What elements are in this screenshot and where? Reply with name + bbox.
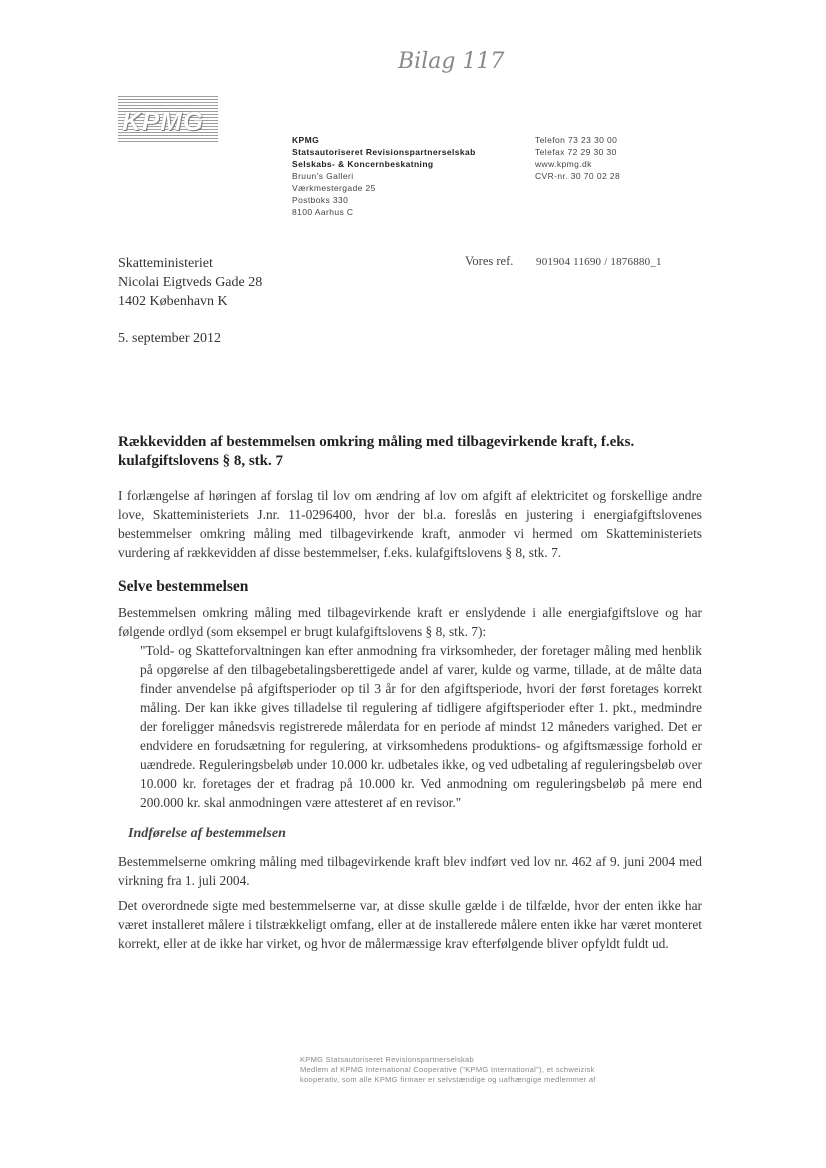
kpmg-logo-text: KPMG (122, 106, 204, 136)
section-paragraph: Bestemmelserne omkring måling med tilbagevirkende kraft blev indført ved lov nr. 462 af 9. juni 2004 med virkning fra 1. juli 2004. (118, 854, 702, 888)
section-paragraph: Det overordnede sigte med bestemmelserne var, at disse skulle gælde i de tilfælde, hvor der enten ikke har været installeret målere i tilstrækkeligt omfang, eller at de installerede målere enten ikke har været monteret korrekt, eller at de ikke har virket, og hvor de målermæssige krav efterfølgende bliver opfyldt fuldt ud. (118, 898, 702, 951)
reference-value: 901904 11690 / 1876880_1 (536, 256, 662, 268)
company-name: KPMG (292, 135, 320, 145)
subsection-heading: Indførelse af bestemmelsen (128, 826, 286, 841)
footer-line: Medlem af KPMG International Cooperative ("KPMG International"), et schweizisk (300, 1065, 595, 1074)
intro-paragraph: I forlængelse af høringen af forslag til lov om ændring af lov om afgift af elektricitet og forskellige andre love, Skatteministeriets J.nr. 11-0296400, hvor der bl.a. foreslås en justering i energiafgiftslovenes bestemmelser omkring måling med tilbagevirkende kraft, anmoder vi hermed om Skatteministeriets vurdering af rækkevidden af disse bestemmelser, f.eks. kulafgiftslovens § 8, stk. 7. (118, 488, 702, 560)
footer-line: KPMG Statsautoriseret Revisionspartnerselskab (300, 1055, 474, 1064)
company-department: Selskabs- & Koncernbeskatning (292, 159, 434, 169)
address-line: Bruun's Galleri (292, 171, 354, 181)
address-line: 8100 Aarhus C (292, 207, 354, 217)
address-line: Værkmestergade 25 (292, 183, 376, 193)
address-line: Postboks 330 (292, 195, 349, 205)
page-footer (300, 1055, 680, 1085)
letter-title: Rækkevidden af bestemmelsen omkring måling med tilbagevirkende kraft, f.eks. kulafgiftslovens § 8, stk. 7 (118, 434, 635, 469)
svg-text:Bilag 117: Bilag 117 (398, 49, 505, 74)
handwritten-annotation (398, 40, 528, 80)
letter-date: 5. september 2012 (118, 331, 222, 346)
kpmg-logo (118, 96, 218, 142)
reference-label: Vores ref. (465, 254, 514, 268)
section-paragraph: Bestemmelsen omkring måling med tilbagevirkende kraft er enslydende i alle energiafgiftslove og har følgende ordlyd (som eksempel er brugt kulafgiftslovens § 8, stk. 7): (118, 605, 702, 639)
company-type: Statsautoriseret Revisionspartnerselskab (292, 147, 476, 157)
phone: Telefon 73 23 30 00 (535, 135, 618, 145)
recipient-line: Nicolai Eigtveds Gade 28 (118, 275, 263, 290)
website: www.kpmg.dk (535, 159, 592, 169)
letterhead-company (292, 134, 476, 218)
recipient-address (118, 254, 262, 311)
law-quote: "Told- og Skatteforvaltningen kan efter anmodning fra virksomheder, der foretager måling med henblik på opgørelse af den tilbagebetalingsberettigede andel af varer, kulde og varme, tillade, at de målte data finder anvendelse på afgiftsperioder op til 3 år for den afgiftsperiode, hvori der først foretages korrekt måling. Der kan ikke gives tilladelse til regulering af tidligere afgiftsperioder efter 1. pkt., medmindre der foreligger månedsvis registrerede målerdata for en periode af mindst 12 måneders varighed. Det er endvidere en forudsætning for regulering, at virksomhedens produktions- og afgiftsmæssige forhold er uændrede. Reguleringsbeløb under 10.000 kr. udbetales ikke, og ved udbetaling af reguleringsbeløb over 10.000 kr. foretages der et fradrag på 10.000 kr. Ved anmodning om reguleringsbeløb på mere end 200.000 kr. skal anmodningen være attesteret af en revisor." (140, 643, 702, 810)
footer-line: kooperativ, som alle KPMG firmaer er selvstændige og uafhængige medlemmer af (300, 1075, 596, 1084)
cvr-number: CVR-nr. 30 70 02 28 (535, 171, 621, 181)
section-heading: Selve bestemmelsen (118, 578, 249, 595)
recipient-line: 1402 København K (118, 294, 228, 309)
recipient-line: Skatteministeriet (118, 256, 213, 271)
letterhead-contact (535, 134, 620, 182)
fax: Telefax 72 29 30 30 (535, 147, 617, 157)
